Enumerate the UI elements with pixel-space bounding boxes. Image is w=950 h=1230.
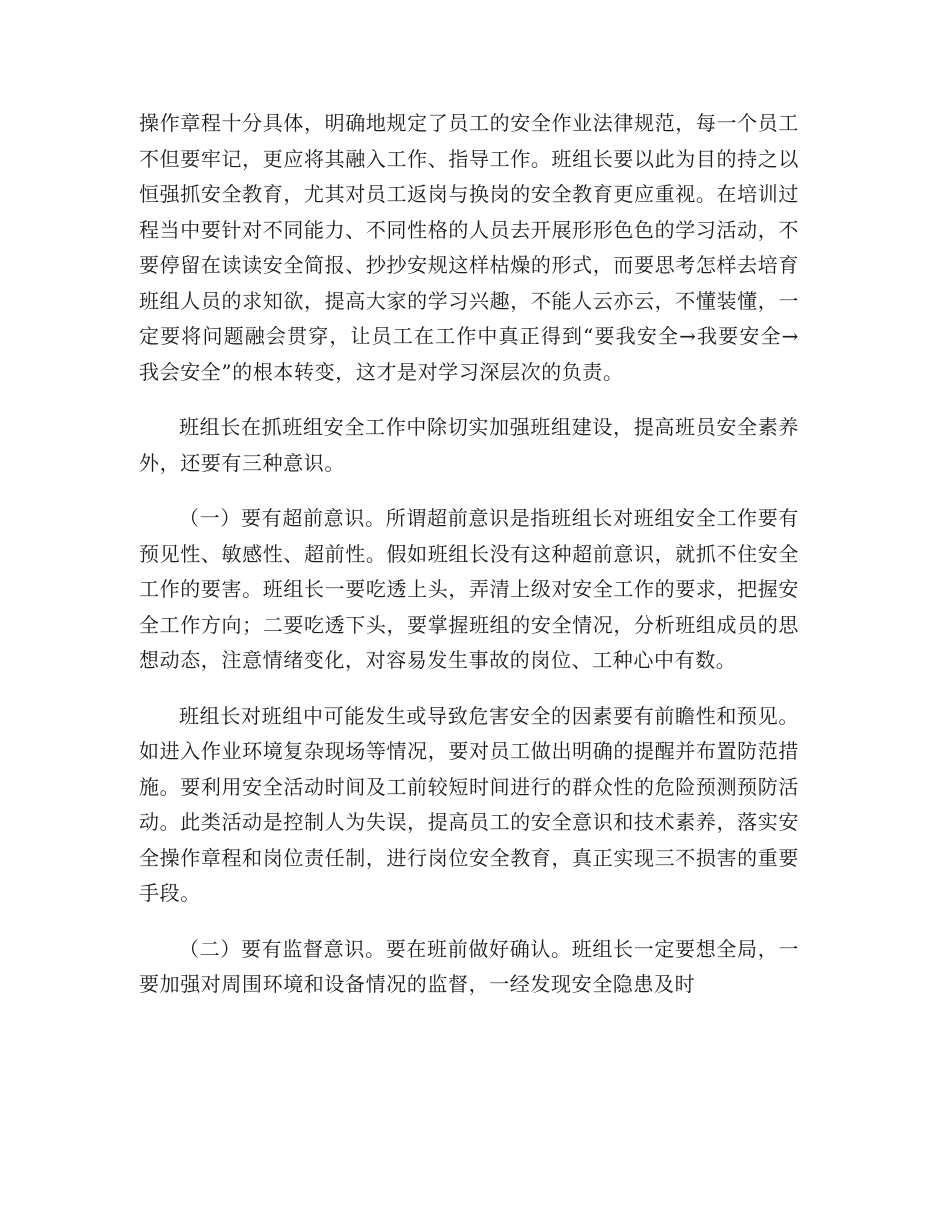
document-body xyxy=(139,106,799,1023)
paragraph-foresight: 班组长对班组中可能发生或导致危害安全的因素要有前瞻性和预见。如进入作业环境复杂现场等情况，要对员工做出明确的提醒并布置防范措施。要利用安全活动时间及工前较短时间进行的群众性的危险预测预防活动。此类活动是控制人为失误，提高员工的安全意识和技术素养，落实安全操作章程和岗位责任制，进行岗位安全教育，真正实现三不损害的重要手段。 xyxy=(139,703,799,905)
paragraph-supervision-awareness: （二）要有监督意识。要在班前做好确认。班组长一定要想全局，一要加强对周围环境和设备情况的监督，一经发现安全隐患及时 xyxy=(139,936,799,996)
paragraph-continuation: 操作章程十分具体，明确地规定了员工的安全作业法律规范，每一个员工不但要牢记，更应将其融入工作、指导工作。班组长要以此为目的持之以恒强抓安全教育，尤其对员工返岗与换岗的安全教育更应重视。在培训过程当中要针对不同能力、不同性格的人员去开展形形色色的学习活动，不要停留在读读安全简报、抄抄安规这样枯燥的形式，而要思考怎样去培育班组人员的求知欲，提高大家的学习兴趣，不能人云亦云，不懂装懂，一定要将问题融会贯穿，让员工在工作中真正得到“要我安全→我要安全→我会安全”的根本转变，这才是对学习深层次的负责。 xyxy=(139,111,799,384)
paragraph-forward-awareness: （一）要有超前意识。所谓超前意识是指班组长对班组安全工作要有预见性、敏感性、超前性。假如班组长没有这种超前意识，就抓不住安全工作的要害。班组长一要吃透上头，弄清上级对安全工作的要求，把握安全工作方向；二要吃透下头，要掌握班组的安全情况，分析班组成员的思想动态，注意情绪变化，对容易发生事故的岗位、工种心中有数。 xyxy=(139,506,799,672)
paragraph-three-awareness-intro: 班组长在抓班组安全工作中除切实加强班组建设，提高班员安全素养外，还要有三种意识。 xyxy=(139,415,799,475)
